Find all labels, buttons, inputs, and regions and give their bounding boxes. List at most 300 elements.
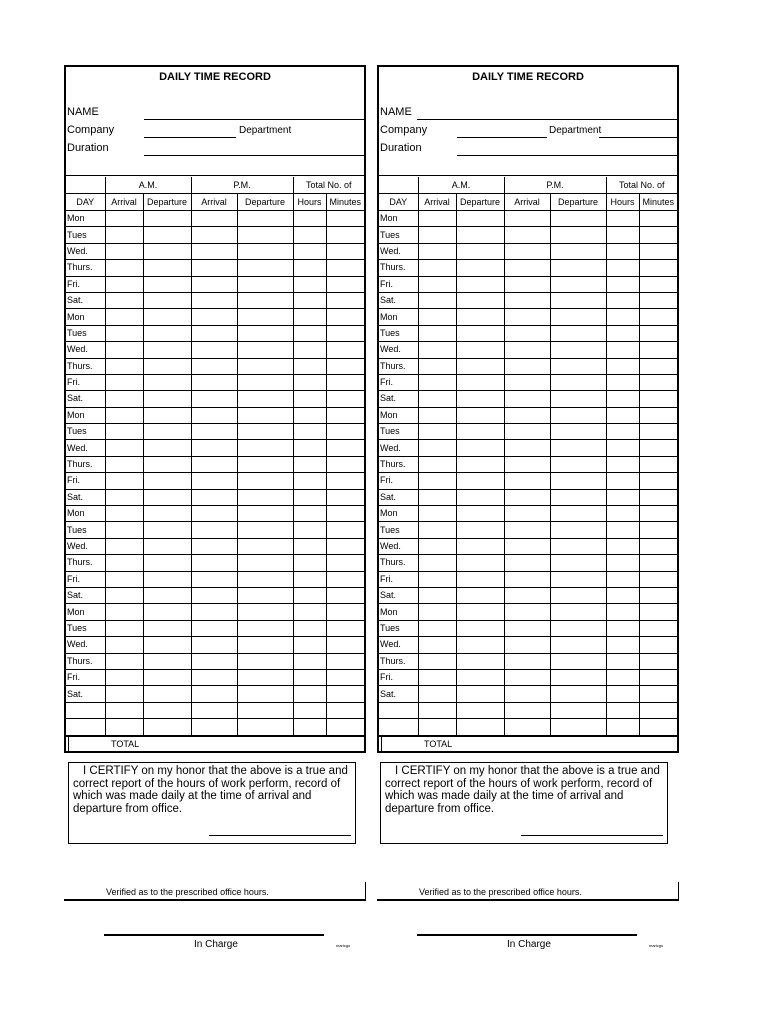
pm-departure-cell[interactable] bbox=[237, 211, 293, 227]
hours-cell[interactable] bbox=[606, 587, 639, 603]
am-departure-cell[interactable] bbox=[456, 587, 504, 603]
pm-departure-cell[interactable] bbox=[550, 276, 606, 292]
pm-arrival-cell[interactable] bbox=[191, 325, 237, 341]
employee-signature-line[interactable] bbox=[209, 835, 351, 836]
pm-arrival-cell[interactable] bbox=[504, 506, 550, 522]
pm-arrival-cell[interactable] bbox=[504, 571, 550, 587]
pm-arrival-cell[interactable] bbox=[191, 391, 237, 407]
hours-cell[interactable] bbox=[606, 440, 639, 456]
am-departure-cell[interactable] bbox=[143, 260, 191, 276]
am-arrival-cell[interactable] bbox=[105, 620, 143, 636]
hours-cell[interactable] bbox=[606, 211, 639, 227]
am-departure-cell[interactable] bbox=[456, 325, 504, 341]
pm-departure-cell[interactable] bbox=[237, 489, 293, 505]
minutes-cell[interactable] bbox=[326, 669, 364, 685]
am-departure-cell[interactable] bbox=[143, 309, 191, 325]
pm-arrival-cell[interactable] bbox=[504, 292, 550, 308]
am-departure-cell[interactable] bbox=[143, 407, 191, 423]
minutes-cell[interactable] bbox=[639, 227, 677, 243]
minutes-cell[interactable] bbox=[639, 637, 677, 653]
pm-arrival-cell[interactable] bbox=[504, 407, 550, 423]
am-departure-cell[interactable] bbox=[456, 424, 504, 440]
am-departure-cell[interactable] bbox=[143, 292, 191, 308]
pm-departure-cell[interactable] bbox=[550, 325, 606, 341]
am-departure-cell[interactable] bbox=[143, 358, 191, 374]
minutes-cell[interactable] bbox=[326, 276, 364, 292]
pm-departure-cell[interactable] bbox=[550, 489, 606, 505]
am-arrival-cell[interactable] bbox=[105, 243, 143, 259]
hours-cell[interactable] bbox=[606, 473, 639, 489]
am-departure-cell[interactable] bbox=[456, 506, 504, 522]
company-field[interactable] bbox=[144, 137, 236, 138]
am-arrival-cell[interactable] bbox=[418, 506, 456, 522]
am-arrival-cell[interactable] bbox=[105, 506, 143, 522]
pm-arrival-cell[interactable] bbox=[191, 653, 237, 669]
minutes-cell[interactable] bbox=[326, 243, 364, 259]
pm-arrival-cell[interactable] bbox=[191, 620, 237, 636]
pm-departure-cell[interactable] bbox=[550, 424, 606, 440]
hours-cell[interactable] bbox=[606, 686, 639, 702]
hours-cell[interactable] bbox=[293, 653, 326, 669]
pm-arrival-cell[interactable] bbox=[504, 424, 550, 440]
minutes-cell[interactable] bbox=[639, 702, 677, 718]
minutes-cell[interactable] bbox=[639, 538, 677, 554]
am-arrival-cell[interactable] bbox=[418, 587, 456, 603]
am-departure-cell[interactable] bbox=[143, 391, 191, 407]
am-arrival-cell[interactable] bbox=[105, 211, 143, 227]
pm-departure-cell[interactable] bbox=[550, 473, 606, 489]
minutes-cell[interactable] bbox=[326, 538, 364, 554]
hours-cell[interactable] bbox=[606, 653, 639, 669]
in-charge-signature-line[interactable] bbox=[104, 934, 324, 936]
minutes-cell[interactable] bbox=[639, 342, 677, 358]
pm-departure-cell[interactable] bbox=[237, 555, 293, 571]
am-departure-cell[interactable] bbox=[143, 587, 191, 603]
hours-cell[interactable] bbox=[606, 538, 639, 554]
hours-cell[interactable] bbox=[293, 342, 326, 358]
minutes-cell[interactable] bbox=[326, 211, 364, 227]
minutes-cell[interactable] bbox=[639, 243, 677, 259]
am-departure-cell[interactable] bbox=[143, 211, 191, 227]
pm-departure-cell[interactable] bbox=[237, 243, 293, 259]
am-departure-cell[interactable] bbox=[143, 473, 191, 489]
minutes-cell[interactable] bbox=[639, 620, 677, 636]
am-departure-cell[interactable] bbox=[143, 555, 191, 571]
am-arrival-cell[interactable] bbox=[418, 555, 456, 571]
am-arrival-cell[interactable] bbox=[105, 702, 143, 718]
am-departure-cell[interactable] bbox=[456, 391, 504, 407]
hours-cell[interactable] bbox=[606, 604, 639, 620]
pm-departure-cell[interactable] bbox=[237, 702, 293, 718]
pm-departure-cell[interactable] bbox=[550, 719, 606, 735]
minutes-cell[interactable] bbox=[326, 424, 364, 440]
am-arrival-cell[interactable] bbox=[418, 227, 456, 243]
minutes-cell[interactable] bbox=[639, 653, 677, 669]
pm-departure-cell[interactable] bbox=[237, 260, 293, 276]
am-departure-cell[interactable] bbox=[456, 702, 504, 718]
am-arrival-cell[interactable] bbox=[418, 571, 456, 587]
hours-cell[interactable] bbox=[293, 669, 326, 685]
minutes-cell[interactable] bbox=[326, 555, 364, 571]
pm-arrival-cell[interactable] bbox=[504, 604, 550, 620]
pm-arrival-cell[interactable] bbox=[504, 587, 550, 603]
pm-departure-cell[interactable] bbox=[237, 374, 293, 390]
pm-departure-cell[interactable] bbox=[550, 587, 606, 603]
pm-departure-cell[interactable] bbox=[550, 243, 606, 259]
hours-cell[interactable] bbox=[293, 506, 326, 522]
hours-cell[interactable] bbox=[606, 276, 639, 292]
am-departure-cell[interactable] bbox=[143, 702, 191, 718]
name-field[interactable] bbox=[417, 119, 677, 120]
am-arrival-cell[interactable] bbox=[105, 292, 143, 308]
pm-departure-cell[interactable] bbox=[237, 325, 293, 341]
pm-arrival-cell[interactable] bbox=[504, 489, 550, 505]
hours-cell[interactable] bbox=[293, 325, 326, 341]
pm-arrival-cell[interactable] bbox=[191, 719, 237, 735]
pm-arrival-cell[interactable] bbox=[191, 243, 237, 259]
pm-arrival-cell[interactable] bbox=[191, 538, 237, 554]
minutes-cell[interactable] bbox=[639, 669, 677, 685]
in-charge-signature-line[interactable] bbox=[417, 934, 637, 936]
am-arrival-cell[interactable] bbox=[418, 604, 456, 620]
am-arrival-cell[interactable] bbox=[418, 538, 456, 554]
am-arrival-cell[interactable] bbox=[105, 227, 143, 243]
hours-cell[interactable] bbox=[293, 456, 326, 472]
am-arrival-cell[interactable] bbox=[105, 555, 143, 571]
hours-cell[interactable] bbox=[293, 407, 326, 423]
am-departure-cell[interactable] bbox=[456, 669, 504, 685]
hours-cell[interactable] bbox=[293, 637, 326, 653]
company-field[interactable] bbox=[457, 137, 547, 138]
am-departure-cell[interactable] bbox=[456, 637, 504, 653]
am-departure-cell[interactable] bbox=[143, 637, 191, 653]
pm-departure-cell[interactable] bbox=[550, 637, 606, 653]
am-departure-cell[interactable] bbox=[143, 424, 191, 440]
pm-departure-cell[interactable] bbox=[550, 227, 606, 243]
am-arrival-cell[interactable] bbox=[418, 653, 456, 669]
minutes-cell[interactable] bbox=[326, 325, 364, 341]
am-departure-cell[interactable] bbox=[143, 489, 191, 505]
hours-cell[interactable] bbox=[293, 473, 326, 489]
pm-arrival-cell[interactable] bbox=[191, 637, 237, 653]
pm-arrival-cell[interactable] bbox=[191, 571, 237, 587]
pm-arrival-cell[interactable] bbox=[504, 669, 550, 685]
am-departure-cell[interactable] bbox=[143, 440, 191, 456]
hours-cell[interactable] bbox=[293, 555, 326, 571]
minutes-cell[interactable] bbox=[326, 637, 364, 653]
pm-departure-cell[interactable] bbox=[550, 702, 606, 718]
pm-departure-cell[interactable] bbox=[237, 653, 293, 669]
hours-cell[interactable] bbox=[606, 325, 639, 341]
hours-cell[interactable] bbox=[293, 571, 326, 587]
hours-cell[interactable] bbox=[606, 637, 639, 653]
pm-departure-cell[interactable] bbox=[237, 276, 293, 292]
pm-arrival-cell[interactable] bbox=[191, 669, 237, 685]
am-arrival-cell[interactable] bbox=[418, 342, 456, 358]
pm-arrival-cell[interactable] bbox=[504, 391, 550, 407]
pm-arrival-cell[interactable] bbox=[191, 211, 237, 227]
pm-departure-cell[interactable] bbox=[237, 587, 293, 603]
minutes-cell[interactable] bbox=[639, 719, 677, 735]
minutes-cell[interactable] bbox=[639, 440, 677, 456]
am-arrival-cell[interactable] bbox=[105, 342, 143, 358]
am-arrival-cell[interactable] bbox=[105, 260, 143, 276]
pm-departure-cell[interactable] bbox=[550, 653, 606, 669]
minutes-cell[interactable] bbox=[326, 506, 364, 522]
am-arrival-cell[interactable] bbox=[105, 669, 143, 685]
am-arrival-cell[interactable] bbox=[418, 424, 456, 440]
minutes-cell[interactable] bbox=[639, 424, 677, 440]
am-arrival-cell[interactable] bbox=[105, 391, 143, 407]
pm-departure-cell[interactable] bbox=[237, 309, 293, 325]
hours-cell[interactable] bbox=[293, 276, 326, 292]
pm-arrival-cell[interactable] bbox=[504, 637, 550, 653]
pm-departure-cell[interactable] bbox=[550, 555, 606, 571]
am-departure-cell[interactable] bbox=[456, 456, 504, 472]
hours-cell[interactable] bbox=[293, 620, 326, 636]
pm-departure-cell[interactable] bbox=[237, 620, 293, 636]
am-departure-cell[interactable] bbox=[143, 276, 191, 292]
hours-cell[interactable] bbox=[606, 227, 639, 243]
hours-cell[interactable] bbox=[293, 374, 326, 390]
minutes-cell[interactable] bbox=[326, 292, 364, 308]
hours-cell[interactable] bbox=[293, 391, 326, 407]
minutes-cell[interactable] bbox=[639, 456, 677, 472]
am-departure-cell[interactable] bbox=[143, 325, 191, 341]
am-arrival-cell[interactable] bbox=[105, 522, 143, 538]
am-arrival-cell[interactable] bbox=[418, 456, 456, 472]
pm-arrival-cell[interactable] bbox=[191, 292, 237, 308]
pm-departure-cell[interactable] bbox=[550, 211, 606, 227]
am-departure-cell[interactable] bbox=[456, 440, 504, 456]
am-departure-cell[interactable] bbox=[456, 686, 504, 702]
pm-arrival-cell[interactable] bbox=[504, 309, 550, 325]
am-departure-cell[interactable] bbox=[456, 276, 504, 292]
minutes-cell[interactable] bbox=[326, 620, 364, 636]
pm-departure-cell[interactable] bbox=[237, 342, 293, 358]
pm-arrival-cell[interactable] bbox=[504, 522, 550, 538]
am-arrival-cell[interactable] bbox=[418, 637, 456, 653]
pm-departure-cell[interactable] bbox=[237, 686, 293, 702]
minutes-cell[interactable] bbox=[639, 374, 677, 390]
am-departure-cell[interactable] bbox=[456, 571, 504, 587]
minutes-cell[interactable] bbox=[639, 325, 677, 341]
pm-departure-cell[interactable] bbox=[550, 342, 606, 358]
am-arrival-cell[interactable] bbox=[418, 276, 456, 292]
pm-arrival-cell[interactable] bbox=[191, 587, 237, 603]
pm-departure-cell[interactable] bbox=[550, 538, 606, 554]
pm-departure-cell[interactable] bbox=[550, 571, 606, 587]
am-arrival-cell[interactable] bbox=[418, 489, 456, 505]
hours-cell[interactable] bbox=[606, 522, 639, 538]
pm-departure-cell[interactable] bbox=[237, 440, 293, 456]
minutes-cell[interactable] bbox=[326, 686, 364, 702]
minutes-cell[interactable] bbox=[326, 227, 364, 243]
pm-arrival-cell[interactable] bbox=[504, 473, 550, 489]
pm-departure-cell[interactable] bbox=[550, 522, 606, 538]
minutes-cell[interactable] bbox=[326, 309, 364, 325]
minutes-cell[interactable] bbox=[326, 374, 364, 390]
am-departure-cell[interactable] bbox=[143, 538, 191, 554]
minutes-cell[interactable] bbox=[639, 686, 677, 702]
am-arrival-cell[interactable] bbox=[105, 637, 143, 653]
am-arrival-cell[interactable] bbox=[105, 276, 143, 292]
am-arrival-cell[interactable] bbox=[418, 292, 456, 308]
am-departure-cell[interactable] bbox=[143, 571, 191, 587]
minutes-cell[interactable] bbox=[639, 555, 677, 571]
pm-arrival-cell[interactable] bbox=[191, 702, 237, 718]
am-arrival-cell[interactable] bbox=[418, 260, 456, 276]
pm-arrival-cell[interactable] bbox=[504, 538, 550, 554]
pm-arrival-cell[interactable] bbox=[504, 620, 550, 636]
pm-arrival-cell[interactable] bbox=[504, 227, 550, 243]
am-departure-cell[interactable] bbox=[456, 374, 504, 390]
pm-departure-cell[interactable] bbox=[550, 686, 606, 702]
pm-arrival-cell[interactable] bbox=[191, 374, 237, 390]
pm-arrival-cell[interactable] bbox=[191, 342, 237, 358]
pm-departure-cell[interactable] bbox=[550, 391, 606, 407]
hours-cell[interactable] bbox=[606, 243, 639, 259]
pm-departure-cell[interactable] bbox=[550, 407, 606, 423]
am-departure-cell[interactable] bbox=[143, 374, 191, 390]
am-departure-cell[interactable] bbox=[456, 604, 504, 620]
am-arrival-cell[interactable] bbox=[418, 407, 456, 423]
am-arrival-cell[interactable] bbox=[418, 374, 456, 390]
pm-departure-cell[interactable] bbox=[550, 604, 606, 620]
pm-arrival-cell[interactable] bbox=[504, 276, 550, 292]
minutes-cell[interactable] bbox=[326, 489, 364, 505]
am-departure-cell[interactable] bbox=[456, 309, 504, 325]
pm-departure-cell[interactable] bbox=[237, 473, 293, 489]
pm-arrival-cell[interactable] bbox=[504, 440, 550, 456]
am-arrival-cell[interactable] bbox=[105, 456, 143, 472]
am-arrival-cell[interactable] bbox=[105, 424, 143, 440]
am-departure-cell[interactable] bbox=[143, 686, 191, 702]
pm-arrival-cell[interactable] bbox=[504, 358, 550, 374]
department-field[interactable] bbox=[599, 137, 677, 138]
am-arrival-cell[interactable] bbox=[105, 440, 143, 456]
pm-departure-cell[interactable] bbox=[237, 669, 293, 685]
pm-arrival-cell[interactable] bbox=[191, 407, 237, 423]
hours-cell[interactable] bbox=[293, 309, 326, 325]
hours-cell[interactable] bbox=[606, 309, 639, 325]
hours-cell[interactable] bbox=[293, 719, 326, 735]
pm-arrival-cell[interactable] bbox=[191, 424, 237, 440]
am-departure-cell[interactable] bbox=[456, 653, 504, 669]
hours-cell[interactable] bbox=[293, 243, 326, 259]
minutes-cell[interactable] bbox=[326, 391, 364, 407]
pm-arrival-cell[interactable] bbox=[191, 604, 237, 620]
pm-arrival-cell[interactable] bbox=[191, 555, 237, 571]
minutes-cell[interactable] bbox=[639, 587, 677, 603]
pm-arrival-cell[interactable] bbox=[504, 719, 550, 735]
am-arrival-cell[interactable] bbox=[418, 686, 456, 702]
pm-arrival-cell[interactable] bbox=[504, 342, 550, 358]
am-arrival-cell[interactable] bbox=[105, 686, 143, 702]
minutes-cell[interactable] bbox=[639, 260, 677, 276]
hours-cell[interactable] bbox=[606, 342, 639, 358]
am-departure-cell[interactable] bbox=[456, 227, 504, 243]
am-departure-cell[interactable] bbox=[456, 719, 504, 735]
pm-departure-cell[interactable] bbox=[237, 604, 293, 620]
am-departure-cell[interactable] bbox=[143, 227, 191, 243]
pm-departure-cell[interactable] bbox=[237, 522, 293, 538]
minutes-cell[interactable] bbox=[639, 489, 677, 505]
pm-departure-cell[interactable] bbox=[550, 292, 606, 308]
am-arrival-cell[interactable] bbox=[105, 538, 143, 554]
duration-field[interactable] bbox=[144, 155, 364, 156]
minutes-cell[interactable] bbox=[639, 571, 677, 587]
hours-cell[interactable] bbox=[606, 424, 639, 440]
pm-arrival-cell[interactable] bbox=[504, 555, 550, 571]
pm-arrival-cell[interactable] bbox=[504, 325, 550, 341]
minutes-cell[interactable] bbox=[639, 506, 677, 522]
am-departure-cell[interactable] bbox=[143, 669, 191, 685]
am-arrival-cell[interactable] bbox=[105, 719, 143, 735]
am-arrival-cell[interactable] bbox=[105, 587, 143, 603]
hours-cell[interactable] bbox=[606, 719, 639, 735]
hours-cell[interactable] bbox=[293, 440, 326, 456]
hours-cell[interactable] bbox=[606, 620, 639, 636]
am-arrival-cell[interactable] bbox=[105, 604, 143, 620]
minutes-cell[interactable] bbox=[326, 473, 364, 489]
pm-departure-cell[interactable] bbox=[550, 260, 606, 276]
am-arrival-cell[interactable] bbox=[418, 620, 456, 636]
hours-cell[interactable] bbox=[293, 260, 326, 276]
employee-signature-line[interactable] bbox=[521, 835, 663, 836]
pm-arrival-cell[interactable] bbox=[191, 522, 237, 538]
pm-departure-cell[interactable] bbox=[237, 538, 293, 554]
pm-arrival-cell[interactable] bbox=[504, 260, 550, 276]
hours-cell[interactable] bbox=[606, 489, 639, 505]
am-departure-cell[interactable] bbox=[143, 653, 191, 669]
am-departure-cell[interactable] bbox=[143, 719, 191, 735]
hours-cell[interactable] bbox=[606, 702, 639, 718]
minutes-cell[interactable] bbox=[326, 440, 364, 456]
pm-departure-cell[interactable] bbox=[237, 456, 293, 472]
hours-cell[interactable] bbox=[606, 506, 639, 522]
am-departure-cell[interactable] bbox=[456, 473, 504, 489]
hours-cell[interactable] bbox=[606, 292, 639, 308]
hours-cell[interactable] bbox=[293, 424, 326, 440]
am-arrival-cell[interactable] bbox=[105, 653, 143, 669]
am-arrival-cell[interactable] bbox=[105, 571, 143, 587]
hours-cell[interactable] bbox=[293, 686, 326, 702]
pm-departure-cell[interactable] bbox=[237, 407, 293, 423]
am-arrival-cell[interactable] bbox=[418, 325, 456, 341]
am-departure-cell[interactable] bbox=[143, 342, 191, 358]
duration-field[interactable] bbox=[457, 155, 677, 156]
pm-arrival-cell[interactable] bbox=[504, 456, 550, 472]
pm-arrival-cell[interactable] bbox=[504, 374, 550, 390]
am-arrival-cell[interactable] bbox=[105, 358, 143, 374]
minutes-cell[interactable] bbox=[639, 522, 677, 538]
am-departure-cell[interactable] bbox=[143, 243, 191, 259]
am-departure-cell[interactable] bbox=[456, 358, 504, 374]
am-departure-cell[interactable] bbox=[456, 538, 504, 554]
hours-cell[interactable] bbox=[293, 587, 326, 603]
am-arrival-cell[interactable] bbox=[418, 669, 456, 685]
minutes-cell[interactable] bbox=[639, 211, 677, 227]
minutes-cell[interactable] bbox=[639, 473, 677, 489]
am-arrival-cell[interactable] bbox=[418, 473, 456, 489]
minutes-cell[interactable] bbox=[639, 276, 677, 292]
am-arrival-cell[interactable] bbox=[105, 374, 143, 390]
am-arrival-cell[interactable] bbox=[418, 309, 456, 325]
pm-departure-cell[interactable] bbox=[237, 292, 293, 308]
hours-cell[interactable] bbox=[606, 407, 639, 423]
pm-departure-cell[interactable] bbox=[550, 456, 606, 472]
